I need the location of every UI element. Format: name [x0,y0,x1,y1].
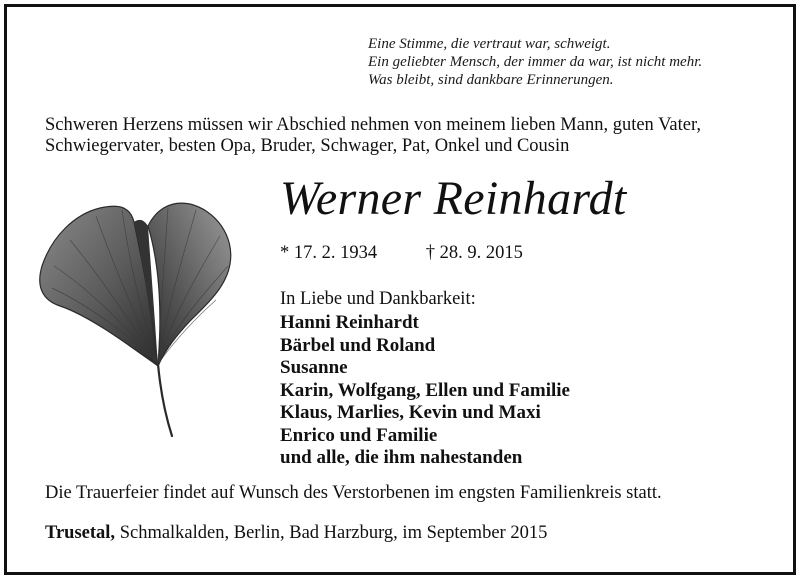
closing-town: Trusetal, [45,523,116,543]
mourners-heading: In Liebe und Dankbarkeit: [280,289,476,309]
leaf-right-lobe [148,203,231,366]
birth-date: * 17. 2. 1934 [280,243,378,263]
closing-places [45,522,547,544]
mourners-list [280,312,570,470]
leaf-stem [158,364,172,436]
poem-line: Ein geliebter Mensch, der immer da war, ist nicht mehr. [368,54,703,70]
death-date: † 28. 9. 2015 [425,243,523,263]
intro-text: Schweren Herzens müssen wir Abschied nehmen von meinem lieben Mann, guten Vater, Schwiegervater, besten Opa, Bruder, Schwager, Pat, Onkel und Cousin [45,115,702,156]
poem [368,35,702,89]
mourner-name: und alle, die ihm nahestanden [280,447,523,468]
ceremony-note: Die Trauerfeier findet auf Wunsch des Verstorbenen im engsten Familienkreis statt. [45,483,662,503]
closing-rest: Schmalkalden, Berlin, Bad Harzburg, im September 2015 [115,523,548,543]
mourner-name: Bärbel und Roland [280,334,436,356]
mourner-name: Hanni Reinhardt [280,312,419,333]
mourner-name: Karin, Wolfgang, Ellen und Familie [280,379,570,401]
poem-line: Was bleibt, sind dankbare Erinnerungen. [368,72,614,88]
deceased-name: Werner Reinhardt [280,172,627,225]
life-dates [280,242,523,264]
ginkgo-leaf-icon [30,196,245,442]
mourner-name: Enrico und Familie [280,424,438,446]
mourner-name: Klaus, Marlies, Kevin und Maxi [280,402,541,423]
mourner-name: Susanne [280,357,348,378]
poem-line: Eine Stimme, die vertraut war, schweigt. [368,36,611,52]
